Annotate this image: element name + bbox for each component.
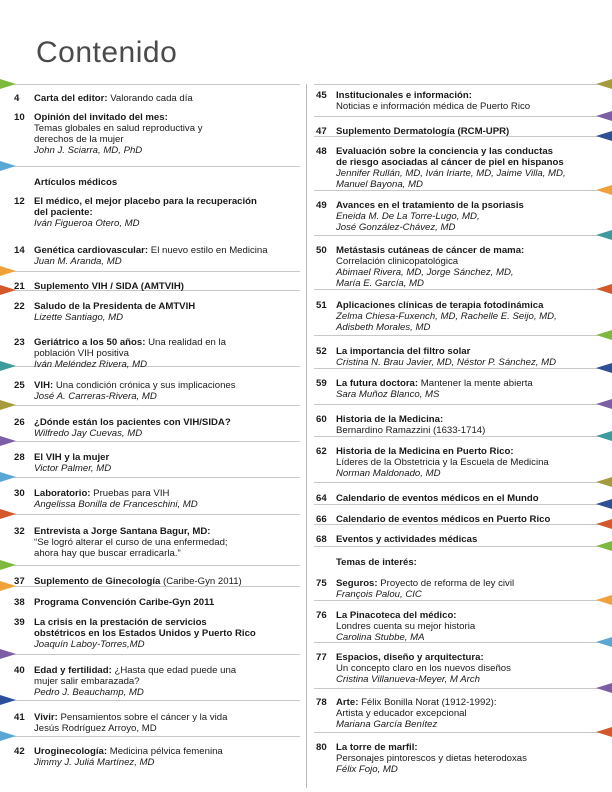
entry-text: Entrevista a Jorge Santana Bagur, MD: “Se logró alterar el curso de una enfermedad; ahora hay que buscar erradicarla.” <box>34 526 228 559</box>
entry-text: Uroginecología: Medicina pélvica femenina Jimmy J. Juliá Martínez, MD <box>34 746 223 768</box>
entry-text: La torre de marfil: Personajes pintorescos y dietas heterodoxas Félix Fojo, MD <box>336 742 527 775</box>
section-heading: Temas de interés: <box>336 557 417 568</box>
entry-text: El médico, el mejor placebo para la recuperación del paciente: Iván Figueroa Otero, MD <box>34 196 257 229</box>
entry-text: La futura doctora: Mantener la mente abierta Sara Muñoz Blanco, MS <box>336 378 533 400</box>
entry-text: Seguros: Proyecto de reforma de ley civil François Palou, CIC <box>336 578 515 600</box>
page-number: 22 <box>14 301 25 312</box>
page-number: 66 <box>316 514 327 525</box>
separator-line <box>14 441 300 442</box>
separator-line <box>14 405 300 406</box>
page-number: 21 <box>14 281 25 292</box>
color-marker-icon <box>0 695 16 705</box>
separator-line <box>314 482 598 483</box>
entry-text: Historia de la Medicina: Bernardino Ramazzini (1633-1714) <box>336 414 486 436</box>
separator-line <box>14 565 300 566</box>
entry-text: Genética cardiovascular: El nuevo estilo en Medicina Juan M. Aranda, MD <box>34 245 268 267</box>
color-marker-icon <box>0 161 16 171</box>
color-marker-icon <box>0 509 16 519</box>
separator-line <box>14 166 300 167</box>
entry-text: Suplemento Dermatología (RCM-UPR) <box>336 126 510 137</box>
entry-text: Calendario de eventos médicos en Puerto Rico <box>336 514 551 525</box>
page-number: 68 <box>316 534 327 545</box>
page-number: 76 <box>316 610 327 621</box>
color-marker-icon <box>0 436 16 446</box>
entry-text: Carta del editor: Valorando cada día <box>34 93 193 104</box>
separator-line <box>14 514 300 515</box>
separator-line <box>14 700 300 701</box>
separator-line <box>14 736 300 737</box>
page-number: 64 <box>316 493 327 504</box>
separator-line <box>14 477 300 478</box>
page-number: 38 <box>14 597 25 608</box>
entry-text: Historia de la Medicina en Puerto Rico: Líderes de la Obstetricia y la Escuela de Medicina Norman Maldonado, MD <box>336 446 549 479</box>
page-number: 26 <box>14 417 25 428</box>
page-number: 40 <box>14 665 25 676</box>
entry-text: ¿Dónde están los pacientes con VIH/SIDA? Wilfredo Jay Cuevas, MD <box>34 417 231 439</box>
entry-text: Edad y fertilidad: ¿Hasta que edad puede una mujer salir embarazada? Pedro J. Beauchamp, MD <box>34 665 237 698</box>
entry-text: Eventos y actividades médicas <box>336 534 478 545</box>
separator-line <box>314 116 598 117</box>
entry-text: La crisis en la prestación de servicios obstétricos en los Estados Unidos y Puerto Rico Joaquín Laboy-Torres,MD <box>34 617 256 650</box>
page-number: 30 <box>14 488 25 499</box>
color-marker-icon <box>596 111 612 121</box>
page-number: 50 <box>316 245 327 256</box>
page-number: 25 <box>14 380 25 391</box>
separator-line <box>314 368 598 369</box>
entry-text: Avances en el tratamiento de la psoriasis Eneida M. De La Torre-Lugo, MD, José González-Chávez, MD <box>336 200 524 233</box>
separator-line <box>314 335 598 336</box>
separator-line <box>14 654 300 655</box>
separator-line <box>314 436 598 437</box>
page-title: Contenido <box>36 36 178 69</box>
color-marker-icon <box>0 731 16 741</box>
page-number: 78 <box>316 697 327 708</box>
page-number: 48 <box>316 146 327 157</box>
section-heading: Artículos médicos <box>34 177 118 188</box>
separator-line <box>314 404 598 405</box>
separator-line <box>314 688 598 689</box>
page-number: 60 <box>316 414 327 425</box>
entry-text: VIH: Una condición crónica y sus implicaciones José A. Carreras-Rivera, MD <box>34 380 236 402</box>
color-marker-icon <box>0 560 16 570</box>
color-marker-icon <box>0 79 16 89</box>
page-number: 10 <box>14 112 25 123</box>
entry-text: Espacios, diseño y arquitectura: Un concepto claro en los nuevos diseños Cristina Villanueva-Meyer, M Arch <box>336 652 511 685</box>
separator-line <box>314 504 598 505</box>
separator-line <box>314 235 598 236</box>
entry-text: Suplemento de Ginecología (Caribe-Gyn 2011) <box>34 576 242 587</box>
separator-line <box>14 271 300 272</box>
entry-text: Suplemento VIH / SIDA (AMTVIH) <box>34 281 184 292</box>
page-number: 51 <box>316 300 327 311</box>
color-marker-icon <box>0 266 16 276</box>
entry-text: Aplicaciones clínicas de terapia fotodinámica Zelma Chiesa-Fuxench, MD, Rachelle E. Seijo, MD, Adisbeth Morales, MD <box>336 300 557 333</box>
entry-text: Arte: Félix Bonilla Norat (1912-1992): Artista y educador excepcional Mariana García Benítez <box>336 697 497 730</box>
page-number: 4 <box>14 93 20 104</box>
entry-text: Institucionales e información: Noticias e información médica de Puerto Rico <box>336 90 531 112</box>
column-divider <box>306 84 307 788</box>
page-number: 47 <box>316 126 327 137</box>
page-number: 62 <box>316 446 327 457</box>
color-marker-icon <box>0 649 16 659</box>
page-number: 75 <box>316 578 327 589</box>
separator-line <box>314 289 598 290</box>
entry-text: Evaluación sobre la conciencia y las conductas de riesgo asociadas al cáncer de piel en hispanos Jennifer Rullán, MD, Iván Iriarte, MD, Jaime Villa, MD, Manuel Bayona, MD <box>336 146 566 190</box>
page-number: 42 <box>14 746 25 757</box>
entry-text: Vivir: Pensamientos sobre el cáncer y la vida Jesús Rodríguez Arroyo, MD <box>34 712 228 734</box>
separator-line <box>314 600 598 601</box>
entry-text: La importancia del filtro solar Cristina N. Brau Javier, MD, Néstor P. Sánchez, MD <box>336 346 557 368</box>
entry-text: El VIH y la mujer Victor Palmer, MD <box>34 452 112 474</box>
color-marker-icon <box>0 361 16 371</box>
color-marker-icon <box>0 472 16 482</box>
separator-line <box>314 84 598 85</box>
entry-text: Saludo de la Presidenta de AMTVIH Lizette Santiago, MD <box>34 301 196 323</box>
separator-line <box>314 732 598 733</box>
page-number: 28 <box>14 452 25 463</box>
page-number: 14 <box>14 245 25 256</box>
page-number: 80 <box>316 742 327 753</box>
page-number: 52 <box>316 346 327 357</box>
separator-line <box>314 546 598 547</box>
color-marker-icon <box>0 400 16 410</box>
entry-text: La Pinacoteca del médico: Londres cuenta su mejor historia Carolina Stubbe, MA <box>336 610 476 643</box>
page-number: 39 <box>14 617 25 628</box>
color-marker-icon <box>596 399 612 409</box>
page-number: 12 <box>14 196 25 207</box>
page-number: 37 <box>14 576 25 587</box>
page-number: 49 <box>316 200 327 211</box>
page-number: 23 <box>14 337 25 348</box>
page-number: 59 <box>316 378 327 389</box>
entry-text: Laboratorio: Pruebas para VIH Angelissa Bonilla de Franceschini, MD <box>34 488 198 510</box>
separator-line <box>314 190 598 191</box>
separator-line <box>14 84 300 85</box>
entry-text: Metástasis cutáneas de cáncer de mama: Correlación clinicopatológica Abimael Rivera, MD, Jorge Sánchez, MD, María E. García, MD <box>336 245 525 289</box>
page-number: 32 <box>14 526 25 537</box>
entry-text: Opinión del invitado del mes: Temas globales en salud reproductiva y derechos de la mujer John J. Sciarra, MD, PhD <box>34 112 203 156</box>
page-number: 77 <box>316 652 327 663</box>
page-number: 45 <box>316 90 327 101</box>
color-marker-icon <box>596 79 612 89</box>
page-number: 41 <box>14 712 25 723</box>
entry-text: Programa Convención Caribe-Gyn 2011 <box>34 597 215 608</box>
entry-text: Geriátrico a los 50 años: Una realidad en la población VIH positiva Iván Meléndez Rivera, MD <box>34 337 226 370</box>
entry-text: Calendario de eventos médicos en el Mundo <box>336 493 539 504</box>
